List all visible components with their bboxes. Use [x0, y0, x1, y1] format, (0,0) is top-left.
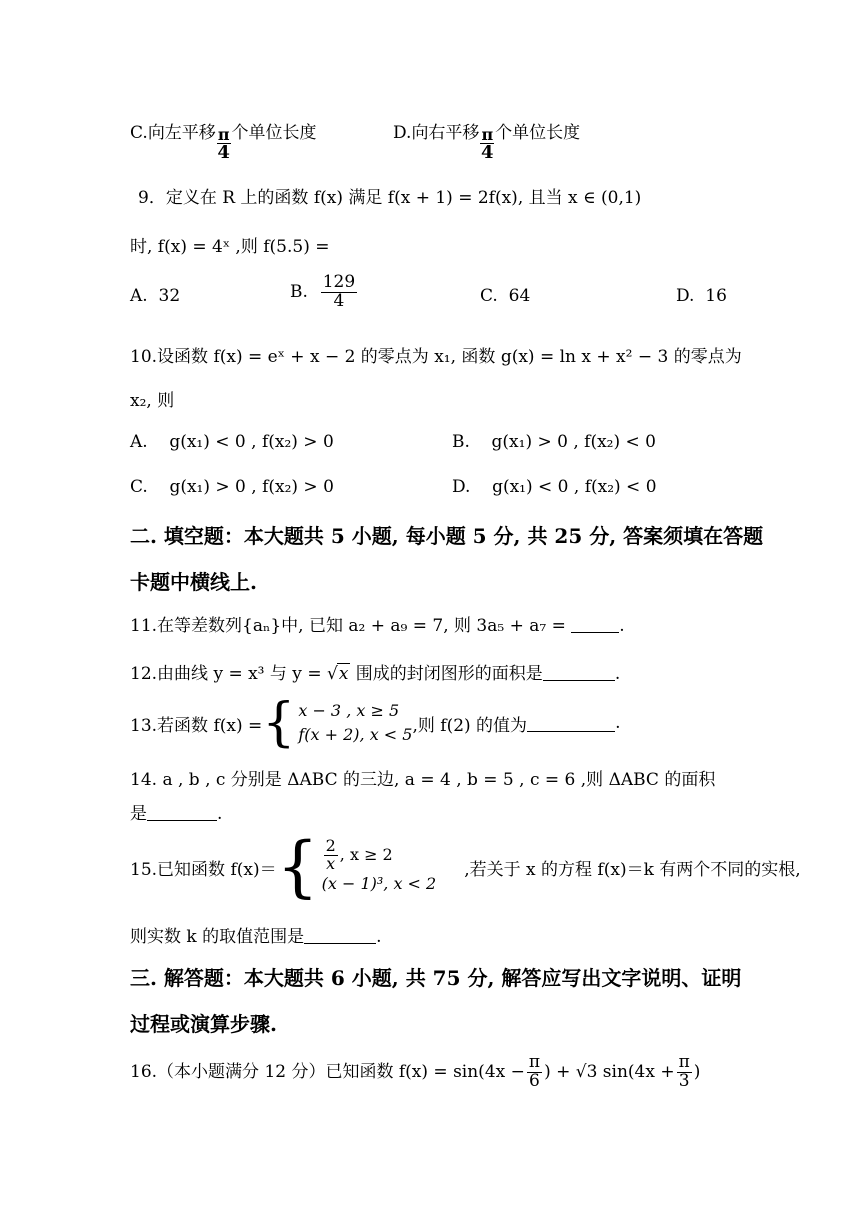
q15: 15.已知函数 f(x)＝ { $\frac{2}{x}$ , x ≥ 2 (x − 1)³, x < 2 ,若关于 x 的方程 f(x)＝k 有两个不同的实根,: [130, 828, 801, 905]
q14-line2: 是 .: [130, 804, 223, 824]
q15-fraction: $\frac{2}{x}$: [325, 835, 336, 873]
q12: 12.由曲线 y = x³ 与 y = √x 围成的封闭图形的面积是 .: [130, 664, 621, 684]
q9-line2: 时, f(x) = 4ˣ ,则 f(5.5) =: [130, 237, 330, 257]
q12-answer-blank: [543, 664, 615, 681]
q8d-fraction: $\frac{\pi}{4}$: [481, 125, 494, 163]
q9-option-b: B. $\frac{129}{4}$: [290, 272, 356, 311]
q8-option-d: D.向右平移 $\frac{\pi}{4}$ 个单位长度: [393, 123, 581, 163]
q16-fraction-2: $\frac{\pi}{3}$: [678, 1052, 690, 1091]
q15-answer-blank: [304, 927, 376, 944]
q10-line1: 10.设函数 f(x) = eˣ + x − 2 的零点为 x₁, 函数 g(x) = ln x + x² − 3 的零点为: [130, 347, 742, 367]
section2-heading-line1: 二. 填空题：本大题共 5 小题, 每小题 5 分, 共 25 分, 答案须填在答题: [130, 524, 764, 548]
section3-heading-line1: 三. 解答题：本大题共 6 小题, 共 75 分, 解答应写出文字说明、证明: [130, 966, 742, 990]
section2-heading-line2: 卡题中横线上.: [130, 570, 257, 594]
q16-fraction-1: $\frac{\pi}{6}$: [528, 1052, 541, 1091]
q13: 13.若函数 f(x) = { x − 3 , x ≥ 5 f(x + 2), x < 5 ,则 f(2) 的值为 .: [130, 693, 621, 753]
q9b-fraction: $\frac{129}{4}$: [322, 272, 356, 311]
q16: 16.（本小题满分 12 分）已知函数 f(x) = sin(4x − $\frac{\pi}{6}$ ) + √3 sin(4x + $\frac{\pi}{3}$ ): [130, 1052, 701, 1091]
q9-line1: 9．定义在 R 上的函数 f(x) 满足 f(x + 1) = 2f(x), 且当 x ∈ (0,1): [138, 188, 642, 208]
q15-line2: 则实数 k 的取值范围是 .: [130, 927, 382, 947]
q8-option-c: C.向左平移 $\frac{\pi}{4}$ 个单位长度: [130, 123, 317, 163]
section3-heading-line2: 过程或演算步骤.: [130, 1012, 277, 1036]
q9-option-d: D. 16: [676, 286, 727, 306]
q10-option-d: D. g(x₁) < 0 , f(x₂) < 0: [452, 477, 657, 497]
q11: 11.在等差数列{aₙ}中, 已知 a₂ + a₉ = 7, 则 3a₅ + a₇ = .: [130, 616, 625, 636]
q9-option-a: A. 32: [130, 286, 181, 306]
q13-piecewise: x − 3 , x ≥ 5 f(x + 2), x < 5: [298, 701, 413, 744]
q10-line2: x₂, 则: [130, 391, 175, 411]
q11-answer-blank: [571, 616, 619, 633]
q9-option-c: C. 64: [480, 286, 531, 306]
q13-answer-blank: [527, 715, 615, 732]
q15-piecewise: $\frac{2}{x}$ , x ≥ 2 (x − 1)³, x < 2: [321, 835, 437, 894]
q10-option-a: A. g(x₁) < 0 , f(x₂) > 0: [130, 432, 334, 452]
q10-option-c: C. g(x₁) > 0 , f(x₂) > 0: [130, 477, 334, 497]
q14-answer-blank: [147, 804, 217, 821]
q8c-fraction: $\frac{\pi}{4}$: [217, 125, 230, 163]
q10-option-b: B. g(x₁) > 0 , f(x₂) < 0: [452, 432, 656, 452]
q14-line1: 14. a , b , c 分别是 ΔABC 的三边, a = 4 , b = 5 , c = 6 ,则 ΔABC 的面积: [130, 770, 716, 790]
